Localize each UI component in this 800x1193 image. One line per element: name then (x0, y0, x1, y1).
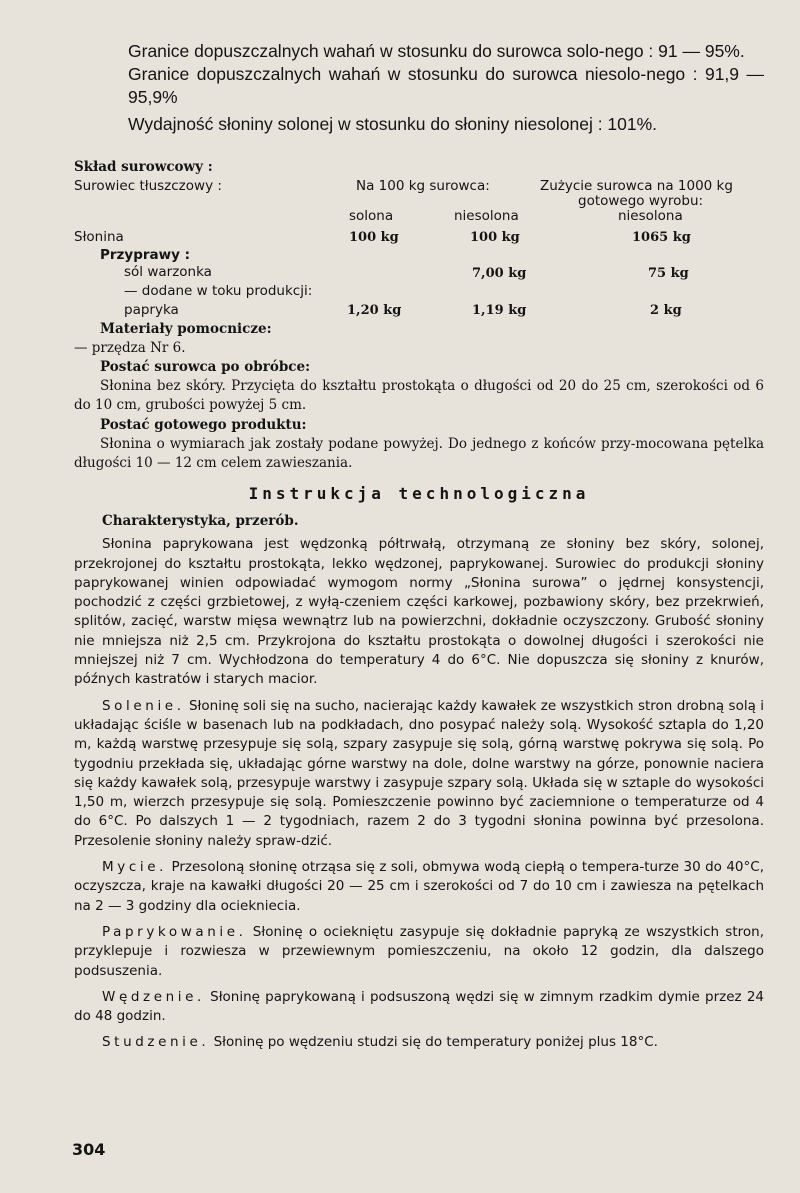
section-title: Materiały pomocnicze: (100, 321, 272, 337)
page-number: 304 (72, 1140, 106, 1159)
table-cell: 100 kg (470, 230, 520, 245)
table-cell: 1065 kg (632, 230, 691, 245)
table-cell: 100 kg (349, 230, 399, 245)
table-header-zuzycie: Zużycie surowca na 1000 kg (540, 178, 733, 194)
paragraph-text: Słoninę paprykowaną i podsuszoną wędzi się w zimnym rzadkim dymie przez 24 do 48 godzin. (74, 988, 765, 1025)
section-text: Słonina o wymiarach jak zostały podane powyżej. Do jednego z końców przy-mocowana pętelka długości 10 — 12 cm celem zawieszania. (74, 436, 764, 471)
postac-surowca-section (74, 358, 764, 415)
intro-paragraph: Wydajność słoniny solonej w stosunku do słoniny niesolonej : 101%. (128, 114, 658, 134)
intro-paragraph: Granice dopuszczalnych wahań w stosunku do surowca solo-nego : 91 — 95%. (128, 41, 745, 61)
body-paragraph: Słonina paprykowana jest wędzonką półtrwałą, otrzymaną ze słoniny bez skóry, solonej, przekrojonej do kształtu prostokąta, lekko wędzonej, paprykowanej. Surowiec do produkcji słoniny paprykowanej winien odpowiadać wymogom normy „Słonina surowa” o jędrnej konsystencji, pochodzić z części grzbietowej, z wyłą-czeniem części karkowej, pozbawiony skóry, bez przekrwień, splitów, zacięć, warstw mięsa wewnątrz lub na powierzchni, dokładnie oczyszczony. Grubość słoniny nie mniejsza niż 2,5 cm. Przykrojona do kształtu prostokąta o dowolnej długości i szerokości nie mniejszej niż 7 cm. Wychłodzona do temperatury 4 do 6°C. Nie dopuszcza się słoniny z knurów, późnych kastratów i starych macior. (74, 536, 764, 688)
body-paragraph (74, 988, 764, 1027)
table-cell: 1,19 kg (472, 303, 527, 318)
paragraph-text: Słoninę o ociekniętu zasypuje się dokładnie papryką ze wszystkich stron, przyklepuje i rozwiesza w przewiewnym pomieszczeniu, na około 12 godzin, dla dalszego podsuszenia. (74, 923, 764, 979)
paragraph-label: Mycie. (102, 859, 168, 876)
paragraph-text: Przesoloną słoninę otrząsa się z soli, obmywa wodą ciepłą o tempera-turze 30 do 40°C, oczyszcza, kraje na kawałki długości 20 — 25 cm i szerokości od 7 do 10 cm i zawiesza na pętelkach na 2 — 3 godziny dla ociekniecia. (74, 859, 764, 914)
table-cell: 75 kg (648, 266, 689, 281)
postac-gotowego-section (74, 416, 764, 473)
section-text: Słonina bez skóry. Przycięta do kształtu prostokąta o długości od 20 do 25 cm, szerokości od 6 do 10 cm, grubości powyżej 5 cm. (74, 378, 764, 413)
table-cell: 1,20 kg (347, 303, 402, 318)
section-title: Skład surowcowy : (74, 159, 213, 175)
table-subheader: niesolona (454, 208, 519, 224)
table-row-label: — dodane w toku produkcji: (124, 283, 313, 299)
paragraph-text: Słoninę po wędzeniu studzi się do temperatury poniżej plus 18°C. (213, 1034, 658, 1051)
table-cell: 7,00 kg (472, 266, 527, 281)
section-text: — przędza Nr 6. (74, 340, 186, 356)
section-title: Postać surowca po obróbce: (100, 359, 311, 375)
table-group-label: Przyprawy : (100, 247, 191, 263)
table-header-label: Surowiec tłuszczowy : (74, 178, 222, 194)
table-header-zuzycie: gotowego wyrobu: (578, 193, 704, 209)
paragraph-label: Wędzenie. (102, 988, 205, 1005)
paragraph-label: Paprykowanie. (102, 923, 247, 940)
table-header-na100: Na 100 kg surowca: (356, 178, 490, 194)
instrukcja-body (74, 512, 764, 1060)
body-paragraph (74, 1033, 764, 1052)
table-row-label: Słonina (74, 229, 124, 245)
body-paragraph (74, 697, 764, 851)
table-subheader: niesolona (618, 208, 683, 224)
instrukcja-title: Instrukcja technologiczna (248, 484, 590, 503)
paragraph-label: Studzenie. (102, 1034, 210, 1051)
table-row-label: papryka (124, 302, 179, 318)
paragraph-text: Słoninę soli się na sucho, nacierając każdy kawałek ze wszystkich stron drobną solą i układając ściśle w basenach lub na podkładach, dno posypać należy solą. Wysokość sztapla do 1,20 m, każdą warstwę przesypuje się solą, szpary zasypuje się solą, górną warstwę pokrywa się solą. Po tygodniu przekłada się, układając górne warstwy na dole, dolne warstwy na górze, ponownie naciera się każdy kawałek solą, przesypuje warstwy i zasypuje szpary solą. Układa się w sztaple do wysokości 1,50 m, wierzch przesypuje się solą. Pomieszczenie powinno być zaciemnione o temperaturze od 4 do 6°C. Po dalszych 1 — 2 tygodniach, razem 2 do 3 tygodni słonina powinna być przesolona. Przesolenie słoniny należy spraw-dzić. (74, 697, 764, 849)
intro-block (128, 40, 764, 136)
section-title: Postać gotowego produktu: (100, 417, 307, 433)
intro-paragraph: Granice dopuszczalnych wahań w stosunku do surowca niesolo-nego : 91,9 — 95,9% (128, 64, 764, 107)
ingredients-table (74, 178, 764, 328)
body-paragraph (74, 923, 764, 981)
body-paragraph (74, 858, 764, 916)
materialy-section (74, 320, 764, 358)
table-row-label: sól warzonka (124, 264, 212, 280)
table-cell: 2 kg (650, 303, 682, 318)
table-subheader: solona (349, 208, 394, 224)
sklad-heading (74, 158, 764, 177)
subsection-title: Charakterystyka, przerób. (102, 513, 299, 529)
paragraph-label: Solenie. (102, 697, 185, 714)
